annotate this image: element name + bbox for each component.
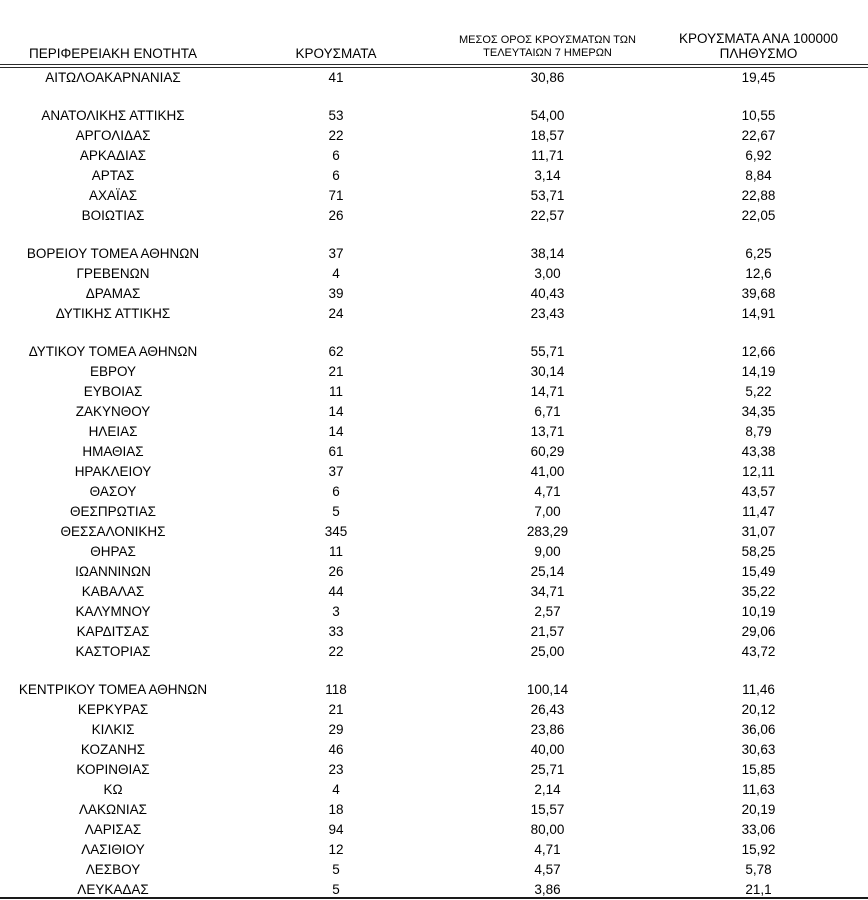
- region-cell: ΗΡΑΚΛΕΙΟΥ: [74, 464, 152, 479]
- table-row: [0, 462, 868, 482]
- region-cell: ΚΟΖΑΝΗΣ: [80, 742, 146, 757]
- spacer-cell: [0, 88, 868, 106]
- per100k-cell: 8,79: [745, 424, 772, 439]
- region-cell: ΛΑΡΙΣΑΣ: [84, 822, 142, 837]
- region-cell: ΛΑΣΙΘΙΟΥ: [81, 842, 145, 857]
- table-row: [0, 264, 868, 284]
- cases-cell: 12: [328, 842, 344, 857]
- cases-cell: 41: [328, 70, 344, 85]
- avg7-cell: 3,14: [534, 168, 561, 183]
- cases-cell: 26: [328, 208, 344, 223]
- region-cell: ΚΑΣΤΟΡΙΑΣ: [75, 644, 151, 659]
- region-cell: ΖΑΚΥΝΘΟΥ: [75, 404, 151, 419]
- table-row: [0, 126, 868, 146]
- table-row: [0, 362, 868, 382]
- per100k-cell: 21,1: [745, 882, 772, 897]
- region-cell: ΚΑΛΥΜΝΟΥ: [75, 604, 151, 619]
- cases-cell: 22: [328, 128, 344, 143]
- table-header: [0, 0, 868, 66]
- table-row: [0, 66, 868, 88]
- per100k-cell: 11,47: [742, 504, 775, 519]
- spacer-row: [0, 226, 868, 244]
- table-row: [0, 304, 868, 324]
- table-row: [0, 206, 868, 226]
- per100k-cell: 19,45: [741, 70, 776, 85]
- cases-cell: 94: [328, 822, 344, 837]
- cases-cell: 61: [328, 444, 344, 459]
- table-row: [0, 342, 868, 362]
- region-cell: ΚΙΛΚΙΣ: [91, 722, 135, 737]
- region-cell: ΘΑΣΟΥ: [89, 484, 137, 499]
- region-cell: ΚΑΒΑΛΑΣ: [81, 584, 145, 599]
- table-row: [0, 382, 868, 402]
- per100k-cell: 10,55: [741, 108, 776, 123]
- per100k-cell: 15,85: [741, 762, 776, 777]
- per100k-cell: 35,22: [741, 584, 776, 599]
- per100k-cell: 6,25: [745, 246, 772, 261]
- avg7-cell: 25,14: [530, 564, 565, 579]
- per100k-cell: 10,19: [741, 604, 776, 619]
- avg7-cell: 283,29: [526, 524, 569, 539]
- table-row: [0, 166, 868, 186]
- region-cell: ΙΩΑΝΝΙΝΩΝ: [75, 564, 151, 579]
- table-row: [0, 186, 868, 206]
- region-cell: ΚΩ: [103, 782, 123, 797]
- region-cell: ΛΑΚΩΝΙΑΣ: [79, 802, 147, 817]
- cases-cell: 5: [332, 504, 340, 519]
- avg7-cell: 18,57: [530, 128, 565, 143]
- avg7-cell: 23,43: [530, 306, 565, 321]
- avg7-cell: 4,71: [534, 842, 561, 857]
- table-row: [0, 106, 868, 126]
- avg7-cell: 40,00: [530, 742, 565, 757]
- per100k-cell: 11,63: [742, 782, 775, 797]
- region-cell: ΘΕΣΣΑΛΟΝΙΚΗΣ: [60, 524, 166, 539]
- table-row: [0, 860, 868, 880]
- avg7-cell: 9,00: [534, 544, 561, 559]
- cases-cell: 21: [328, 702, 344, 717]
- avg7-cell: 7,00: [534, 504, 561, 519]
- table-row: [0, 402, 868, 422]
- cases-cell: 5: [332, 882, 340, 897]
- per100k-cell: 12,66: [741, 344, 776, 359]
- avg7-cell: 40,43: [530, 286, 565, 301]
- cases-cell: 23: [328, 762, 344, 777]
- avg7-cell: 23,86: [530, 722, 565, 737]
- bottom-rule: [0, 897, 868, 899]
- column-header-cases: ΚΡΟΥΣΜΑΤΑ: [226, 0, 446, 66]
- region-cell: ΔΡΑΜΑΣ: [85, 286, 141, 301]
- spacer-cell: [0, 324, 868, 342]
- table-row: [0, 502, 868, 522]
- per100k-cell: 15,49: [741, 564, 776, 579]
- avg7-cell: 26,43: [530, 702, 565, 717]
- avg7-cell: 11,71: [531, 148, 564, 163]
- region-cell: ΒΟΡΕΙΟΥ ΤΟΜΕΑ ΑΘΗΝΩΝ: [26, 246, 200, 261]
- region-cell: ΑΡΚΑΔΙΑΣ: [79, 148, 147, 163]
- cases-cell: 6: [332, 484, 340, 499]
- table-row: [0, 284, 868, 304]
- per100k-cell: 39,68: [741, 286, 776, 301]
- table-row: [0, 442, 868, 462]
- avg7-cell: 3,86: [534, 882, 561, 897]
- spacer-row: [0, 662, 868, 680]
- header-row: [0, 0, 868, 66]
- avg7-cell: 100,14: [526, 682, 569, 697]
- avg7-cell: 80,00: [530, 822, 565, 837]
- avg7-cell: 60,29: [530, 444, 565, 459]
- cases-cell: 14: [328, 424, 344, 439]
- avg7-cell: 6,71: [534, 404, 561, 419]
- spacer-row: [0, 324, 868, 342]
- region-cell: ΔΥΤΙΚΟΥ ΤΟΜΕΑ ΑΘΗΝΩΝ: [28, 344, 198, 359]
- region-cell: ΕΥΒΟΙΑΣ: [83, 384, 143, 399]
- avg7-cell: 30,86: [530, 70, 565, 85]
- cases-cell: 118: [325, 682, 347, 697]
- table-body: [0, 66, 868, 900]
- table-row: [0, 562, 868, 582]
- region-cell: ΗΛΕΙΑΣ: [88, 424, 138, 439]
- avg7-cell: 13,71: [530, 424, 565, 439]
- per100k-cell: 5,22: [745, 384, 772, 399]
- per100k-cell: 20,19: [741, 802, 776, 817]
- table-row: [0, 760, 868, 780]
- per100k-cell: 8,84: [745, 168, 772, 183]
- region-cell: ΚΕΡΚΥΡΑΣ: [77, 702, 149, 717]
- cases-cell: 44: [328, 584, 344, 599]
- avg7-cell: 38,14: [530, 246, 565, 261]
- table-row: [0, 840, 868, 860]
- region-cell: ΚΑΡΔΙΤΣΑΣ: [76, 624, 150, 639]
- per100k-cell: 29,06: [741, 624, 776, 639]
- cases-cell: 71: [328, 188, 344, 203]
- per100k-cell: 22,88: [741, 188, 776, 203]
- avg7-cell: 54,00: [530, 108, 565, 123]
- cases-cell: 11: [328, 544, 343, 559]
- avg7-cell: 15,57: [530, 802, 565, 817]
- cases-cell: 18: [328, 802, 344, 817]
- cases-cell: 4: [332, 782, 340, 797]
- table-row: [0, 146, 868, 166]
- region-cell: ΛΕΣΒΟΥ: [85, 862, 141, 877]
- cases-cell: 21: [328, 364, 344, 379]
- avg7-cell: 14,71: [530, 384, 565, 399]
- per100k-cell: 12,11: [742, 464, 775, 479]
- table-row: [0, 482, 868, 502]
- cases-cell: 6: [332, 168, 340, 183]
- per100k-cell: 20,12: [741, 702, 776, 717]
- avg7-cell: 2,57: [534, 604, 561, 619]
- column-header-per-100000: ΚΡΟΥΣΜΑΤΑ ΑΝΑ 100000 ΠΛΗΘΥΣΜΟ: [649, 0, 868, 66]
- per100k-cell: 12,6: [745, 266, 772, 281]
- cases-cell: 3: [332, 604, 340, 619]
- per100k-cell: 22,05: [741, 208, 776, 223]
- spacer-row: [0, 88, 868, 106]
- region-cell: ΕΒΡΟΥ: [89, 364, 137, 379]
- region-cell: ΓΡΕΒΕΝΩΝ: [76, 266, 150, 281]
- table-row: [0, 720, 868, 740]
- per100k-cell: 43,38: [741, 444, 776, 459]
- per100k-cell: 6,92: [745, 148, 772, 163]
- region-cell: ΚΕΝΤΡΙΚΟΥ ΤΟΜΕΑ ΑΘΗΝΩΝ: [18, 682, 208, 697]
- cases-cell: 14: [328, 404, 344, 419]
- region-cell: ΑΝΑΤΟΛΙΚΗΣ ΑΤΤΙΚΗΣ: [41, 108, 185, 123]
- table-row: [0, 522, 868, 542]
- avg7-cell: 21,57: [530, 624, 565, 639]
- cases-cell: 53: [328, 108, 344, 123]
- per100k-cell: 22,67: [741, 128, 776, 143]
- table-row: [0, 780, 868, 800]
- per100k-cell: 34,35: [741, 404, 776, 419]
- cases-cell: 22: [328, 644, 344, 659]
- table-row: [0, 680, 868, 700]
- cases-cell: 6: [332, 148, 340, 163]
- per100k-cell: 5,78: [745, 862, 772, 877]
- cases-cell: 33: [328, 624, 344, 639]
- avg7-cell: 30,14: [530, 364, 565, 379]
- cases-cell: 11: [328, 384, 343, 399]
- per100k-cell: 11,46: [742, 682, 775, 697]
- region-cell: ΔΥΤΙΚΗΣ ΑΤΤΙΚΗΣ: [55, 306, 171, 321]
- region-cell: ΑΡΤΑΣ: [91, 168, 135, 183]
- column-header-region: ΠΕΡΙΦΕΡΕΙΑΚΗ ΕΝΟΤΗΤΑ: [0, 0, 226, 66]
- table-row: [0, 244, 868, 264]
- table-row: [0, 642, 868, 662]
- table-row: [0, 622, 868, 642]
- cases-cell: 46: [328, 742, 344, 757]
- per100k-cell: 15,92: [741, 842, 776, 857]
- per100k-cell: 43,57: [741, 484, 776, 499]
- table-row: [0, 700, 868, 720]
- table-row: [0, 820, 868, 840]
- cases-cell: 37: [328, 464, 344, 479]
- per100k-cell: 43,72: [741, 644, 776, 659]
- per100k-cell: 33,06: [741, 822, 776, 837]
- per100k-cell: 14,91: [741, 306, 776, 321]
- region-cell: ΘΕΣΠΡΩΤΙΑΣ: [69, 504, 157, 519]
- cases-cell: 62: [328, 344, 344, 359]
- cases-cell: 5: [332, 862, 340, 877]
- region-cell: ΘΗΡΑΣ: [90, 544, 136, 559]
- table-row: [0, 582, 868, 602]
- per100k-cell: 58,25: [741, 544, 776, 559]
- per100k-cell: 31,07: [741, 524, 776, 539]
- region-cell: ΗΜΑΘΙΑΣ: [82, 444, 144, 459]
- table-row: [0, 602, 868, 622]
- cases-cell: 39: [328, 286, 344, 301]
- region-cell: ΑΧΑΪΑΣ: [88, 188, 138, 203]
- avg7-cell: 25,00: [530, 644, 565, 659]
- table-row: [0, 422, 868, 442]
- region-cell: ΑΙΤΩΛΟΑΚΑΡΝΑΝΙΑΣ: [45, 70, 181, 85]
- avg7-cell: 34,71: [530, 584, 565, 599]
- spacer-cell: [0, 662, 868, 680]
- region-cell: ΛΕΥΚΑΔΑΣ: [77, 882, 149, 897]
- avg7-cell: 25,71: [530, 762, 565, 777]
- cases-cell: 26: [328, 564, 344, 579]
- table-row: [0, 542, 868, 562]
- region-cell: ΑΡΓΟΛΙΔΑΣ: [75, 128, 151, 143]
- cases-cell: 37: [328, 246, 344, 261]
- avg7-cell: 41,00: [530, 464, 565, 479]
- column-header-7day-average: ΜΕΣΟΣ ΟΡΟΣ ΚΡΟΥΣΜΑΤΩΝ ΤΩΝ ΤΕΛΕΥΤΑΙΩΝ 7 ΗΜΕΡΩΝ: [446, 0, 649, 66]
- cases-cell: 345: [324, 524, 348, 539]
- spacer-cell: [0, 226, 868, 244]
- avg7-cell: 3,00: [534, 266, 561, 281]
- per100k-cell: 36,06: [741, 722, 776, 737]
- region-cell: ΚΟΡΙΝΘΙΑΣ: [76, 762, 150, 777]
- per100k-cell: 30,63: [741, 742, 776, 757]
- table-row: [0, 800, 868, 820]
- table-row: [0, 740, 868, 760]
- avg7-cell: 2,14: [534, 782, 561, 797]
- cases-cell: 24: [328, 306, 344, 321]
- avg7-cell: 53,71: [530, 188, 565, 203]
- avg7-cell: 4,57: [534, 862, 561, 877]
- region-cell: ΒΟΙΩΤΙΑΣ: [81, 208, 145, 223]
- avg7-cell: 4,71: [534, 484, 561, 499]
- per100k-cell: 14,19: [741, 364, 776, 379]
- cases-cell: 29: [328, 722, 344, 737]
- cases-cell: 4: [332, 266, 340, 281]
- avg7-cell: 55,71: [530, 344, 565, 359]
- avg7-cell: 22,57: [530, 208, 565, 223]
